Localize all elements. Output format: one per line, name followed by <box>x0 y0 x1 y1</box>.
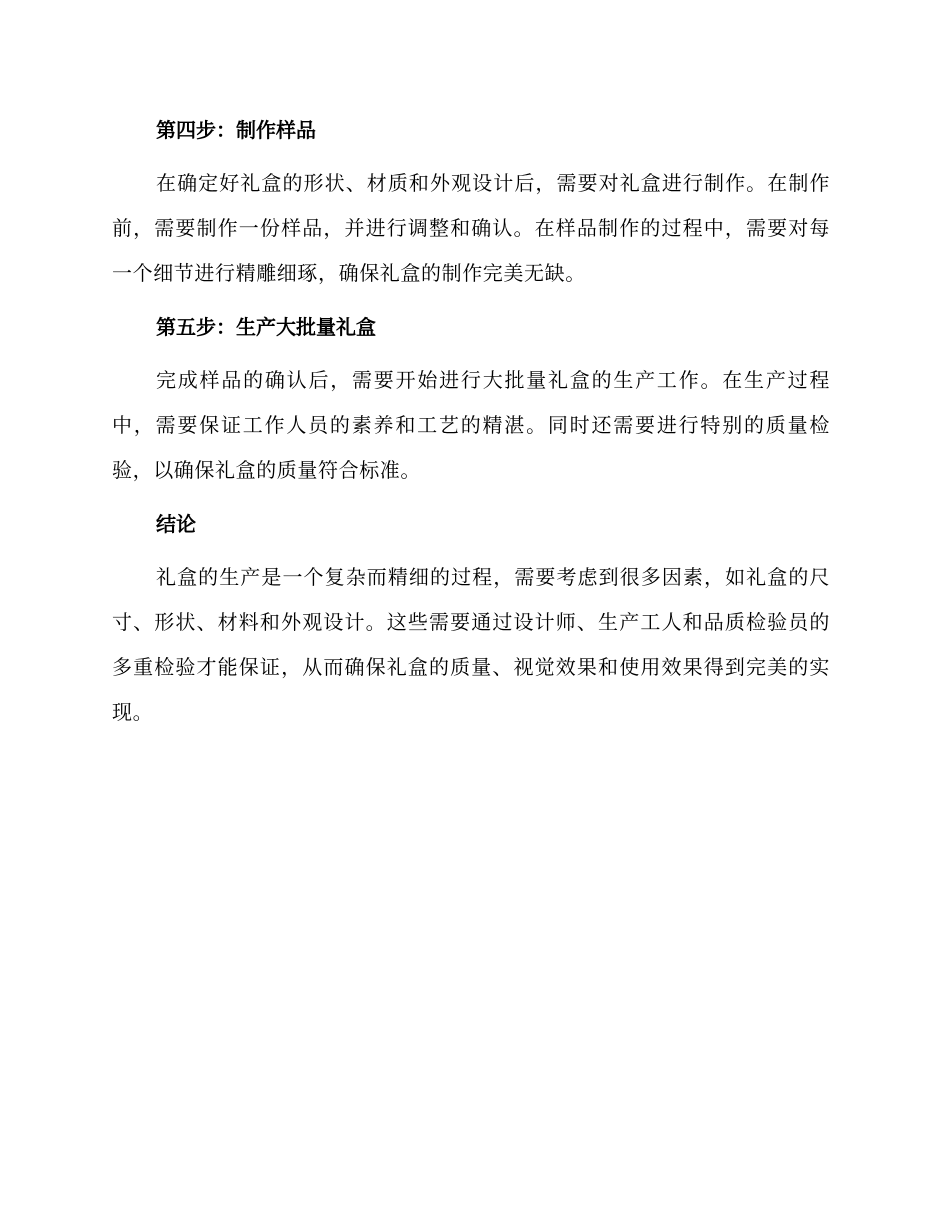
section-heading-conclusion: 结论 <box>156 512 196 536</box>
document-body <box>112 110 830 735</box>
section-heading-step-5: 第五步：生产大批量礼盒 <box>156 315 376 339</box>
section-heading-step-4: 第四步：制作样品 <box>156 118 316 142</box>
section-paragraph-conclusion: 礼盒的生产是一个复杂而精细的过程，需要考虑到很多因素，如礼盒的尺寸、形状、材料和外观设计。这些需要通过设计师、生产工人和品质检验员的多重检验才能保证，从而确保礼盒的质量、视觉效果和使用效果得到完美的实现。 <box>112 565 830 724</box>
section-paragraph-step-5: 完成样品的确认后，需要开始进行大批量礼盒的生产工作。在生产过程中，需要保证工作人员的素养和工艺的精湛。同时还需要进行特别的质量检验，以确保礼盒的质量符合标准。 <box>112 368 830 482</box>
section-paragraph-step-4: 在确定好礼盒的形状、材质和外观设计后，需要对礼盒进行制作。在制作前，需要制作一份样品，并进行调整和确认。在样品制作的过程中，需要对每一个细节进行精雕细琢，确保礼盒的制作完美无缺。 <box>112 171 830 285</box>
